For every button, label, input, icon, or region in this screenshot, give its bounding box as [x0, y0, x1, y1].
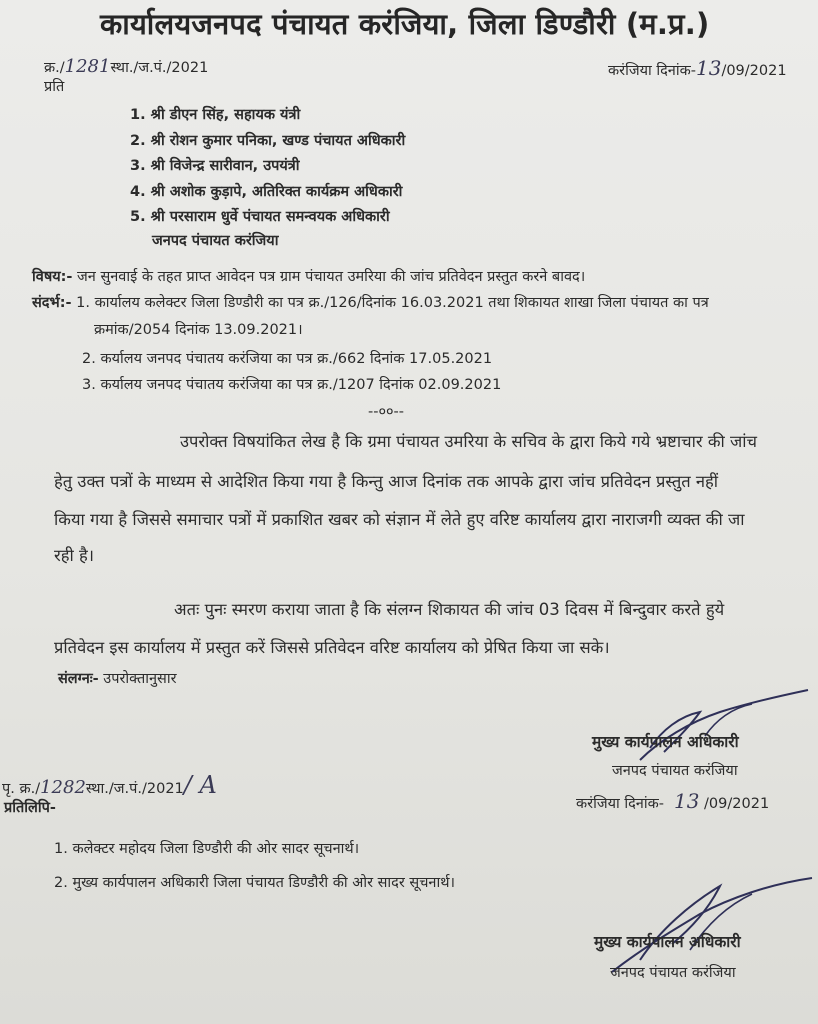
ref-prefix: क्र./ — [44, 60, 65, 76]
recipient-5: 5. श्री परसाराम धुर्वे पंचायत समन्वयक अधिकारी — [130, 209, 390, 225]
signature2-title: मुख्य कार्यपालन अधिकारी — [594, 933, 741, 951]
body-paragraph-1-line-4: रही है। — [54, 546, 95, 565]
signature1-title: मुख्य कार्यपालन अधिकारी — [592, 733, 739, 751]
recipient-2: 2. श्री रोशन कुमार पनिका, खण्ड पंचायत अधिकारी — [130, 133, 406, 149]
copy-item-2: 2. मुख्य कार्यपालन अधिकारी जिला पंचायत डिण्डौरी की ओर सादर सूचनार्थ। — [54, 875, 455, 891]
signature1-date: करंजिया दिनांक- 13 /09/2021 — [576, 789, 770, 813]
separator: --००-- — [368, 404, 405, 420]
date-prefix: करंजिया दिनांक- — [608, 63, 696, 79]
reference-line-1: संदर्भ:- 1. कार्यालय कलेक्टर जिला डिण्डौरी का पत्र क्र./126/दिनांक 16.03.2021 तथा शिकायत शाखा जिला पंचायत का पत्र — [32, 295, 709, 311]
subject-label: विषय:- — [32, 269, 73, 285]
copy-reference: पृ. क्र./1282स्था./ज.पं./2021/ A — [2, 771, 217, 799]
recipient-3: 3. श्री विजेन्द्र सारीवान, उपयंत्री — [130, 158, 300, 174]
reference-line-2: क्रमांक/2054 दिनांक 13.09.2021। — [94, 322, 303, 338]
signature1-office: जनपद पंचायत करंजिया — [612, 763, 738, 779]
recipient-1: 1. श्री डीएन सिंह, सहायक यंत्री — [130, 107, 301, 123]
prati-label: प्रति — [44, 79, 65, 95]
ref-suffix: स्था./ज.पं./2021 — [110, 60, 209, 76]
date-suffix: /09/2021 — [721, 63, 787, 79]
enclosure-label: संलग्नः- — [58, 671, 99, 687]
copy-ref-number-handwritten: 1282 — [40, 777, 86, 798]
recipients-office: जनपद पंचायत करंजिया — [152, 233, 279, 249]
reference-line-4: 3. कर्यालय जनपद पंचातय करंजिया का पत्र क्र./1207 दिनांक 02.09.2021 — [82, 377, 502, 393]
reference-label: संदर्भ:- — [32, 295, 72, 311]
subject-text: जन सुनवाई के तहत प्राप्त आवेदन पत्र ग्राम पंचायत उमरिया की जांच प्रतिवेदन प्रस्तुत करने बावद। — [72, 269, 586, 285]
signature1-date-handwritten: 13 — [673, 789, 700, 813]
copy-ref-mark-handwritten: / A — [183, 771, 217, 799]
enclosure-text: उपरोक्तानुसार — [98, 671, 177, 687]
copy-label: प्रतिलिपि- — [4, 800, 56, 816]
recipient-4: 4. श्री अशोक कुड़ापे, अतिरिक्त कार्यक्रम अधिकारी — [130, 184, 403, 200]
date-day-handwritten: 13 — [695, 56, 722, 80]
body-paragraph-2-line-2: प्रतिवेदन इस कार्यालय में प्रस्तुत करें जिससे प्रतिवेदन वरिष्ट कार्यालय को प्रेषित किया जा सके। — [54, 638, 610, 657]
reference-line-3: 2. कर्यालय जनपद पंचातय करंजिया का पत्र क्र./662 दिनांक 17.05.2021 — [82, 351, 493, 367]
body-paragraph-1-line-1: उपरोक्त विषयांकित लेख है कि ग्रमा पंचायत उमरिया के सचिव के द्वारा किये गये भ्रष्टाचार की जांच — [180, 432, 758, 451]
body-paragraph-2-line-1: अतः पुनः स्मरण कराया जाता है कि संलग्न शिकायत की जांच 03 दिवस में बिन्दुवार करते हुये — [174, 600, 725, 619]
body-paragraph-1-line-3: किया गया है जिससे समाचार पत्रों में प्रकाशित खबर को संज्ञान में लेते हुए वरिष्ट कार्यालय द्वारा नाराजगी व्यक्त की जा — [54, 510, 745, 529]
signature2-office: जनपद पंचायत करंजिया — [610, 965, 736, 981]
ref-number-handwritten: 1281 — [64, 56, 111, 77]
body-paragraph-1-line-2: हेतु उक्त पत्रों के माध्यम से आदेशित किया गया है किन्तु आज दिनांक तक आपके द्वारा जांच प्रतिवेदन प्रस्तुत नहीं — [54, 472, 719, 491]
copy-item-1: 1. कलेक्टर महोदय जिला डिण्डौरी की ओर सादर सूचनार्थ। — [54, 841, 360, 857]
document-title: कार्यालयजनपद पंचायत करंजिया, जिला डिण्डौरी (म.प्र.) — [100, 7, 710, 41]
